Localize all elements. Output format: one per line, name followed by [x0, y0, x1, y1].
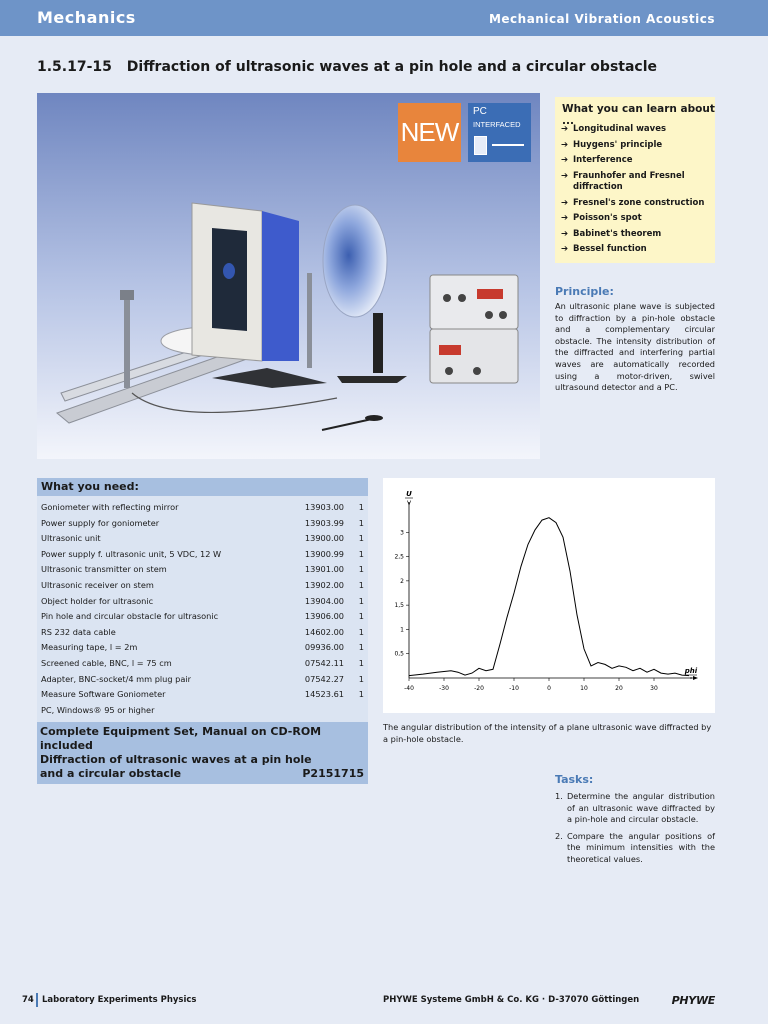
equipment-heading: What you need:	[37, 478, 368, 496]
section-title: Mechanics	[37, 8, 136, 27]
y-axis-label-numerator: U	[406, 490, 412, 498]
table-row: Measuring tape, l = 2m 09936.00 1	[41, 642, 364, 653]
equipment-table	[37, 496, 368, 722]
table-row: Power supply f. ultrasonic unit, 5 VDC, 12 W 13900.99 1	[41, 548, 364, 559]
y-tick-label: 2,5	[394, 553, 404, 561]
chart-svg	[383, 478, 715, 713]
page-number: 74	[22, 995, 34, 1005]
x-tick-label: 20	[615, 685, 623, 692]
experiment-title	[37, 59, 657, 75]
intensity-curve	[409, 518, 689, 676]
table-row: RS 232 data cable 14602.00 1	[41, 626, 364, 637]
x-tick-label: 30	[650, 685, 658, 692]
x-tick-label: -20	[474, 685, 484, 692]
learn-item: ➔ Fraunhofer and Fresnel diffraction	[561, 170, 685, 192]
learn-box	[555, 97, 715, 263]
apparatus-photo	[37, 93, 540, 459]
principle-heading: Principle:	[555, 285, 614, 298]
table-row: Object holder for ultrasonic 13904.00 1	[41, 595, 364, 606]
phywe-logo: PHYWE	[671, 994, 715, 1007]
learn-item: ➔ Interference	[561, 155, 633, 165]
x-tick-label: -30	[439, 685, 449, 692]
table-row: Power supply for goniometer 13903.99 1	[41, 517, 364, 528]
arrow-icon: ➔	[561, 244, 569, 254]
arrow-icon: ➔	[561, 155, 569, 165]
series-name: Laboratory Experiments Physics	[42, 995, 197, 1005]
complete-set-box	[37, 722, 368, 784]
x-axis-arrow	[693, 676, 698, 680]
computer-icon	[474, 136, 487, 155]
y-tick-label: 1,5	[394, 602, 404, 610]
task-item: 2. Compare the angular positions of the minimum intensities with the theoretical values.	[555, 830, 715, 864]
complete-set-code: P2151715	[302, 767, 364, 781]
y-tick-label: 0,5	[394, 650, 404, 658]
arrow-icon: ➔	[561, 213, 569, 223]
table-row: Ultrasonic receiver on stem 13902.00 1	[41, 579, 364, 590]
task-item: 1. Determine the angular distribution of an ultrasonic wave diffracted by a pin-hole and circular obstacle.	[555, 791, 715, 825]
table-row: PC, Windows® 95 or higher	[41, 704, 155, 715]
page-header	[0, 0, 768, 36]
arrow-icon: ➔	[561, 124, 569, 134]
table-row: Ultrasonic unit 13900.00 1	[41, 533, 364, 544]
table-row: Ultrasonic transmitter on stem 13901.00 1	[41, 564, 364, 575]
complete-set-line: and a circular obstacle	[40, 767, 182, 781]
intensity-chart	[383, 478, 715, 713]
complete-set-line: Complete Equipment Set, Manual on CD-ROM included	[40, 725, 322, 753]
tasks-heading: Tasks:	[555, 773, 594, 786]
arrow-icon: ➔	[561, 139, 569, 150]
learn-item: ➔ Bessel function	[561, 244, 647, 254]
arrow-icon: ➔	[561, 197, 569, 208]
arrow-icon: ➔	[561, 170, 569, 181]
footer-divider	[36, 993, 38, 1007]
x-tick-label: 10	[580, 685, 588, 692]
learn-item: ➔ Huygens' principle	[561, 139, 663, 150]
learn-heading: What you can learn about ...	[562, 103, 715, 127]
table-row: Measure Software Goniometer 14523.61 1	[41, 689, 364, 700]
x-tick-label: 0	[547, 685, 551, 692]
pc-interfaced-badge: PC INTERFACED	[468, 103, 531, 162]
y-axis-label-denominator: V	[406, 500, 412, 507]
learn-list	[561, 124, 711, 260]
learn-item: ➔ Longitudinal waves	[561, 124, 667, 134]
learn-item: ➔ Poisson's spot	[561, 213, 642, 223]
y-tick-label: 1	[400, 626, 404, 634]
table-row: Screened cable, BNC, l = 75 cm 07542.11 1	[41, 657, 364, 668]
arrow-icon: ➔	[561, 228, 569, 239]
x-tick-label: -10	[509, 685, 519, 692]
y-tick-label: 2	[400, 577, 404, 585]
x-axis-label-numerator: phi	[684, 667, 698, 675]
complete-set-line: Diffraction of ultrasonic waves at a pin hole	[40, 753, 312, 767]
publisher: PHYWE Systeme GmbH & Co. KG · D-37070 Göttingen	[383, 995, 640, 1005]
x-tick-label: -40	[404, 685, 414, 692]
table-row: Pin hole and circular obstacle for ultrasonic 13906.00 1	[41, 611, 364, 622]
equipment-list	[37, 478, 368, 784]
experiment-number: 1.5.17-15	[37, 59, 112, 75]
table-row: Goniometer with reflecting mirror 13903.00 1	[41, 502, 364, 512]
learn-item: ➔ Babinet's theorem	[561, 228, 662, 239]
y-tick-label: 3	[400, 529, 404, 537]
chart-caption: The angular distribution of the intensity of a plane ultrasonic wave diffracted by a pin-hole obstacle.	[383, 722, 712, 744]
experiment-name: Diffraction of ultrasonic waves at a pin hole and a circular obstacle	[126, 59, 658, 75]
principle-text: An ultrasonic plane wave is subjected to diffraction by a pin-hole obstacle and a complementary circular obstacle. The intensity distribution of the diffracted and interfering partial waves are automatically recorded using a motor-driven, swivel ultrasound detector and a PC.	[555, 301, 715, 393]
tasks-list	[555, 791, 715, 871]
new-badge: NEW	[398, 103, 461, 162]
topic-title: Mechanical Vibration Acoustics	[488, 12, 715, 26]
x-axis-label-denominator: °	[689, 677, 693, 683]
table-row: Adapter, BNC-socket/4 mm plug pair 07542.27 1	[41, 673, 364, 684]
learn-item: ➔ Fresnel's zone construction	[561, 197, 705, 208]
arrow-left-icon	[492, 144, 524, 146]
